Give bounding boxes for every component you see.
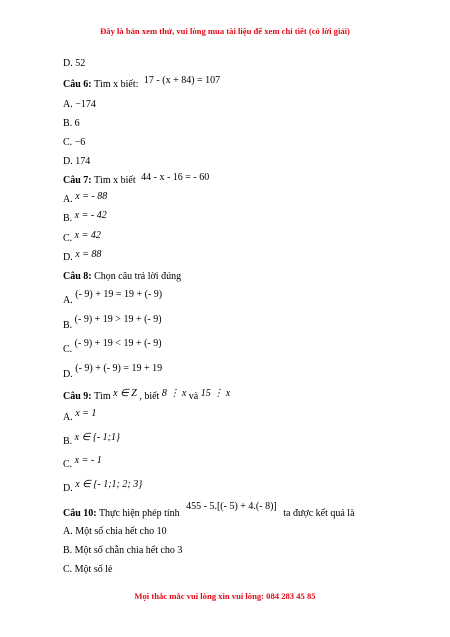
question-text: Chọn câu trả lời đúng	[94, 271, 182, 282]
option-b	[63, 210, 107, 225]
option-letter: A.	[63, 295, 73, 306]
option-d	[63, 479, 143, 495]
question-text: Tìm	[93, 391, 111, 402]
question-text: và	[188, 391, 199, 402]
question-text: Thực hiện phép tính	[98, 508, 180, 519]
option-formula: x = 88	[75, 249, 102, 260]
option-d	[63, 363, 163, 381]
option-c	[63, 455, 102, 471]
option-formula: (- 9) + 19 > 19 + (- 9)	[74, 314, 162, 325]
option-letter: C.	[63, 233, 73, 244]
option-formula: x ∈ {- 1;1}	[74, 432, 120, 443]
question-number: Câu 7:	[63, 175, 92, 186]
option-letter: D.	[63, 252, 73, 263]
option-c: C. −6	[63, 137, 86, 148]
option-b	[63, 432, 120, 448]
option-c	[63, 230, 101, 245]
option-letter: B.	[63, 436, 73, 447]
option-b: B. Một số chẵn chia hết cho 3	[63, 545, 183, 556]
option-b: B. 6	[63, 118, 80, 129]
option-a	[63, 289, 163, 307]
question-6	[63, 75, 221, 91]
option-d-prev: D. 52	[63, 58, 86, 69]
option-letter: A.	[63, 412, 73, 423]
contact-notice: Mọi thắc mắc vui lòng xin vui lòng: 084 283 45 85	[134, 591, 316, 601]
option-letter: A.	[63, 194, 73, 205]
question-9	[63, 388, 231, 403]
option-letter: B.	[63, 320, 73, 331]
question-formula: 44 - x - 16 = - 60	[141, 172, 210, 183]
divisibility-formula: 15 ⋮ x	[200, 388, 231, 399]
option-letter: B.	[63, 213, 73, 224]
divisibility-formula: 8 ⋮ x	[161, 388, 187, 399]
question-text: Tìm x biết	[93, 175, 136, 186]
option-d: D. 174	[63, 156, 91, 167]
option-letter: D.	[63, 483, 73, 494]
option-formula: x = 1	[75, 408, 97, 419]
option-c	[63, 338, 162, 356]
option-formula: (- 9) + 19 < 19 + (- 9)	[74, 338, 162, 349]
option-a: A. −174	[63, 99, 96, 110]
option-formula: (- 9) + 19 = 19 + (- 9)	[75, 289, 163, 300]
option-letter: C.	[63, 344, 73, 355]
question-text: ta được kết quả là	[283, 508, 355, 519]
option-a	[63, 191, 108, 206]
option-d	[63, 249, 102, 264]
option-a	[63, 408, 97, 424]
condition-formula: x ∈ Z	[113, 388, 137, 399]
question-formula: 17 - (x + 84) = 107	[143, 75, 221, 86]
option-a: A. Một số chia hết cho 10	[63, 526, 167, 537]
option-formula: x = - 88	[75, 191, 108, 202]
question-number: Câu 9:	[63, 391, 92, 402]
question-number: Câu 10:	[63, 508, 97, 519]
question-8	[63, 271, 181, 283]
question-text: , biết	[139, 391, 160, 402]
question-formula: 455 - 5.[(- 5) + 4.(- 8)]	[186, 501, 277, 512]
question-10	[63, 501, 355, 520]
option-b	[63, 314, 162, 332]
question-number: Câu 8:	[63, 271, 92, 282]
question-text: Tìm x biết:	[93, 79, 139, 90]
option-letter: D.	[63, 369, 73, 380]
question-7	[63, 172, 210, 187]
option-formula: (- 9) + (- 9) = 19 + 19	[75, 363, 163, 374]
question-number: Câu 6:	[63, 79, 92, 90]
option-formula: x = - 42	[74, 210, 107, 221]
option-c: C. Một số lẻ	[63, 564, 113, 575]
option-letter: C.	[63, 459, 73, 470]
option-formula: x = 42	[74, 230, 101, 241]
option-formula: x = - 1	[74, 455, 102, 466]
preview-notice: Đây là bản xem thử, vui lòng mua tài liệu để xem chi tiết (có lời giải)	[100, 26, 350, 36]
option-formula: x ∈ {- 1;1; 2; 3}	[75, 479, 143, 490]
